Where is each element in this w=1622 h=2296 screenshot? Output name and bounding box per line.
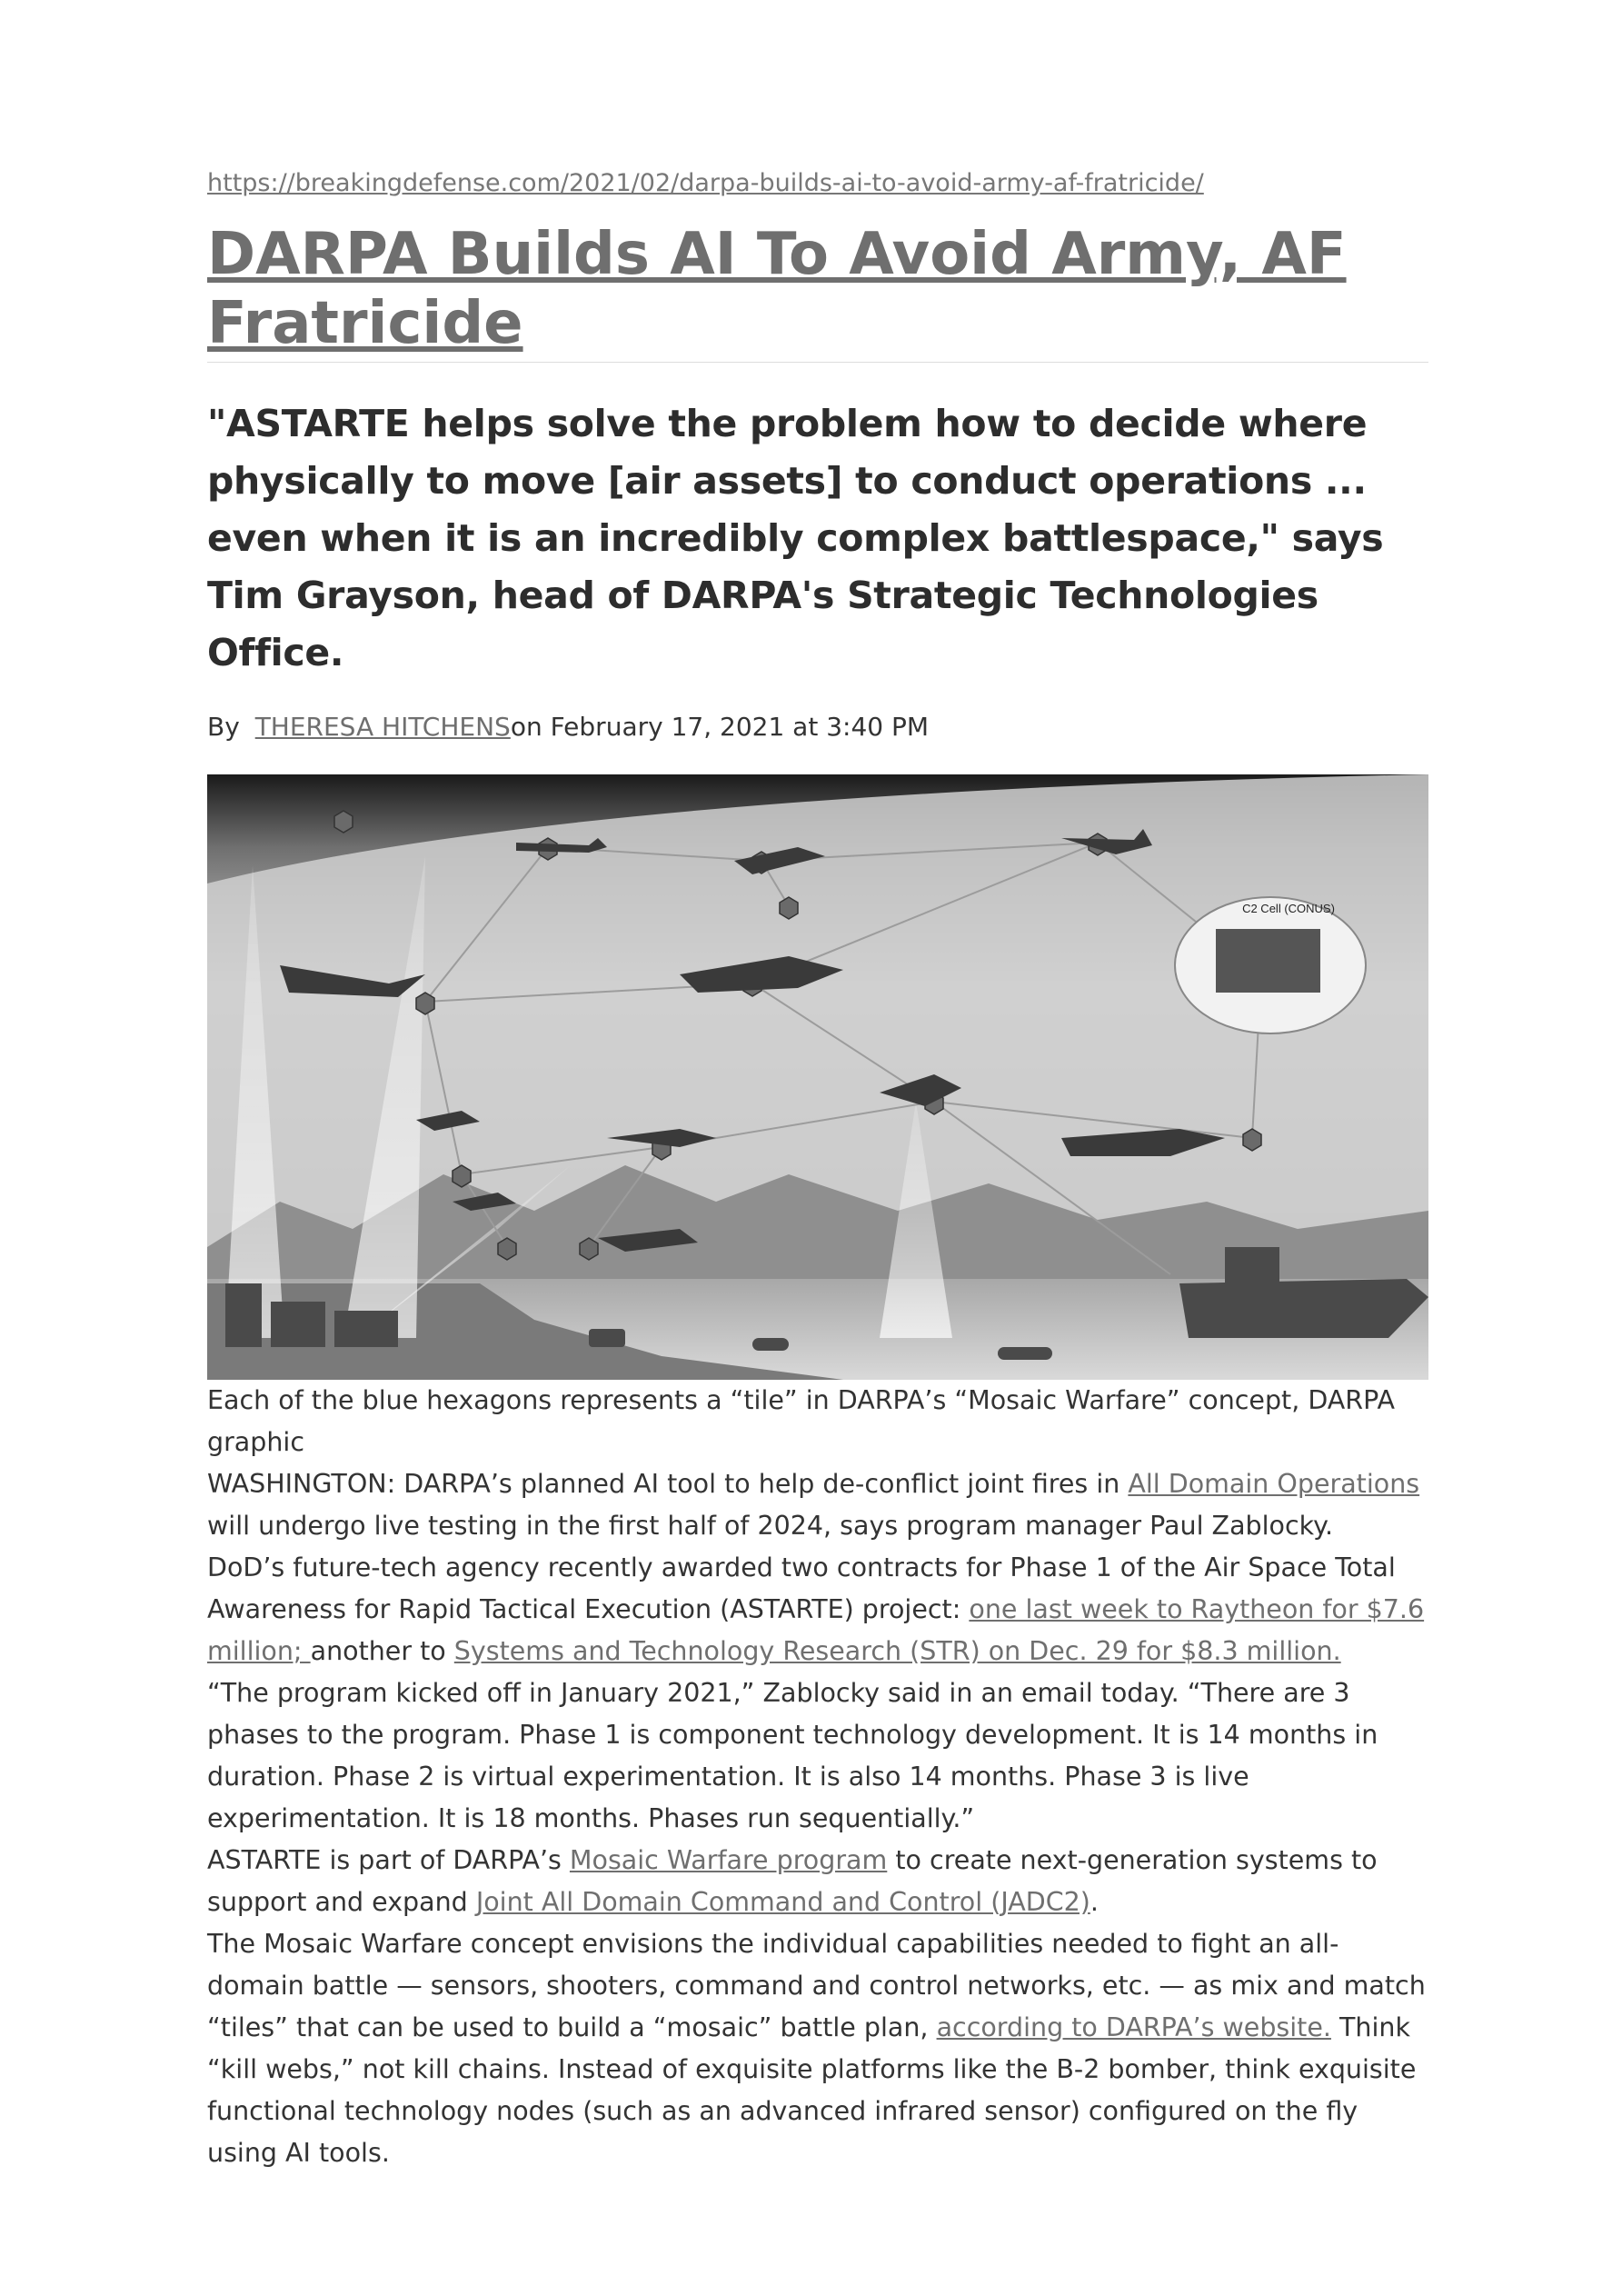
paragraph-4-text-b: to create next-generation systems to support and expand [207, 1845, 1378, 1917]
paragraph-2-text-a: DoD’s future-tech agency recently awarded two contracts for Phase 1 of the Air Space Total Awareness for Rapid Tactical Execution (ASTARTE) project: [207, 1552, 1396, 1624]
article-subtitle: "ASTARTE helps solve the problem how to decide where physically to move [air assets] to conduct operations ... even when it is an incredibly complex battlespace," says Tim Grayson, head of DARPA's Strategic Technologies Office. [207, 402, 1384, 674]
paragraph-1 [207, 1463, 1428, 1547]
all-domain-operations-link[interactable]: All Domain Operations [1128, 1469, 1420, 1499]
mosaic-warfare-graphic [207, 774, 1428, 1380]
paragraph-4 [207, 1840, 1428, 1923]
article-title [207, 220, 1428, 363]
image-caption: Each of the blue hexagons represents a “tile” in DARPA’s “Mosaic Warfare” concept, DARPA graphic [207, 1385, 1395, 1457]
c2-cell-cloud [1175, 897, 1366, 1033]
raytheon-contract-link[interactable]: one last week to Raytheon for $7.6 million; [207, 1594, 1425, 1666]
paragraph-2 [207, 1547, 1428, 1672]
jadc2-link[interactable]: Joint All Domain Command and Control (JADC2) [475, 1887, 1090, 1917]
paragraph-1-text-a: WASHINGTON: DARPA’s planned AI tool to help de-conflict joint fires in [207, 1469, 1129, 1499]
author-link[interactable]: THERESA HITCHENS [254, 712, 511, 742]
source-url-link[interactable]: https://breakingdefense.com/2021/02/darpa-builds-ai-to-avoid-army-af-fratricide/ [207, 169, 1204, 197]
paragraph-2-text-b: another to [310, 1636, 454, 1666]
mosaic-warfare-program-link[interactable]: Mosaic Warfare program [569, 1845, 888, 1875]
str-contract-link[interactable]: Systems and Technology Research (STR) on Dec. 29 for $8.3 million. [453, 1636, 1341, 1666]
byline-prefix: By [207, 712, 240, 742]
darpa-website-link[interactable]: according to DARPA’s website. [936, 2012, 1331, 2042]
byline-date: on February 17, 2021 at 3:40 PM [510, 712, 930, 742]
paragraph-5-text-a: The Mosaic Warfare concept envisions the individual capabilities needed to fight an all-domain battle — sensors, shooters, command and control networks, etc. — as mix and match “tiles” that can be used to build a “mosaic” battle plan, [207, 1929, 1426, 2042]
paragraph-4-text-c: . [1090, 1887, 1099, 1917]
article-title-link[interactable]: DARPA Builds AI To Avoid Army, AF Fratricide [207, 221, 1347, 357]
paragraph-4-text-a: ASTARTE is part of DARPA’s [207, 1845, 570, 1875]
paragraph-5 [207, 1923, 1428, 2174]
article [207, 165, 1428, 2174]
article-body [207, 1380, 1428, 2174]
c2-cell-label: C2 Cell (CONUS) [1242, 902, 1335, 915]
paragraph-3: “The program kicked off in January 2021,” Zablocky said in an email today. “There are 3 phases to the program. Phase 1 is component technology development. It is 14 months in duration. Phase 2 is virtual experimentation. It is also 14 months. Phase 3 is live experimentation. It is 18 months. Phases run sequentially.” [207, 1678, 1378, 1833]
paragraph-1-text-b: will undergo live testing in the first half of 2024, says program manager Paul Zablocky. [207, 1511, 1333, 1541]
byline [207, 709, 1428, 745]
paragraph-5-text-b: Think “kill webs,” not kill chains. Instead of exquisite platforms like the B-2 bomber, think exquisite functional technology nodes (such as an advanced infrared sensor) configured on the fly using AI tools. [207, 2012, 1417, 2168]
